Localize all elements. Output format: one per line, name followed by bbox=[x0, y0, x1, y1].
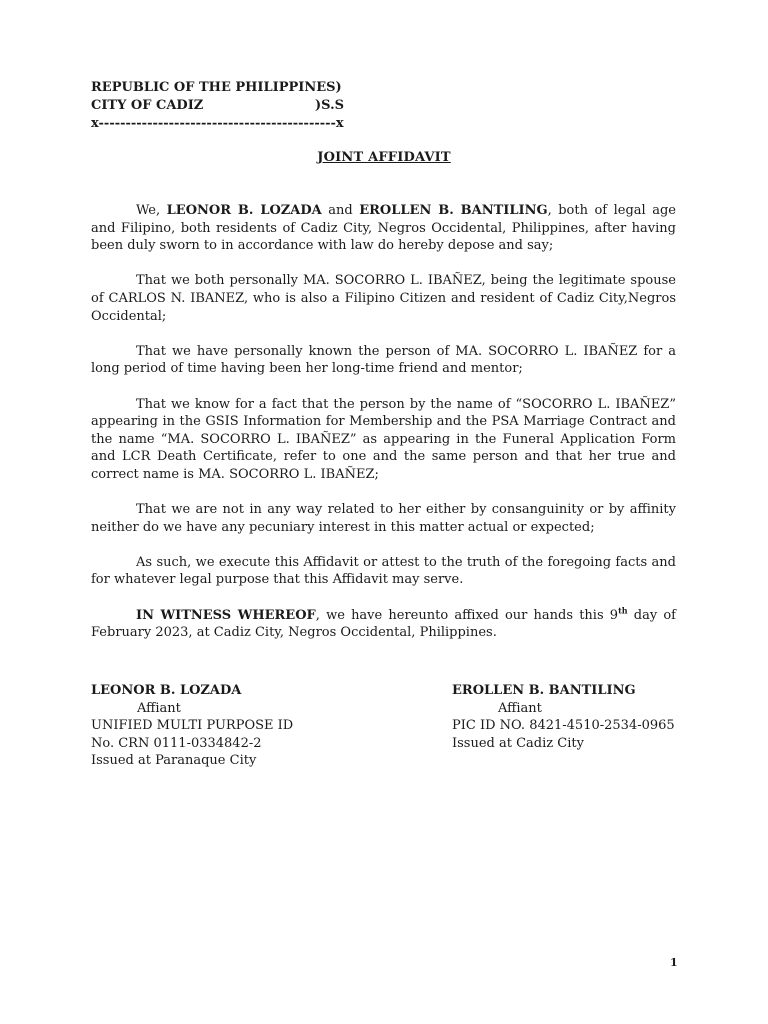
signatory-right-id-1: PIC ID NO. 8421-4510-2534-0965 bbox=[452, 718, 675, 734]
p1-text-1: We, bbox=[136, 203, 167, 218]
signatory-right-role: Affiant bbox=[498, 700, 542, 716]
venue-ss: )S.S bbox=[315, 98, 344, 113]
witness-lead: IN WITNESS WHEREOF bbox=[136, 607, 316, 623]
venue-city: CITY OF CADIZ bbox=[91, 98, 204, 113]
affidavit-body bbox=[91, 202, 676, 659]
signatory-left-id-1: UNIFIED MULTI PURPOSE ID bbox=[91, 718, 294, 734]
venue-rule: x--------------------------------------------x bbox=[91, 116, 344, 131]
signatory-right-name: EROLLEN B. BANTILING bbox=[452, 683, 636, 698]
paragraph-parties bbox=[91, 202, 676, 255]
signatory-left bbox=[91, 682, 293, 770]
signatory-left-id-2: No. CRN 0111-0334842-2 bbox=[91, 735, 262, 751]
day-ordinal: th bbox=[618, 605, 628, 616]
page-number: 1 bbox=[670, 956, 678, 969]
paragraph-no-relation: That we are not in any way related to her either by consanguinity or by affinity neither do we have any pecuniary interest in this matter actual or expected; bbox=[91, 502, 676, 535]
p1-text-3: , both of legal age and Filipino, both residents of Cadiz City, Negros Occidental, Philippines, after having been duly sworn to in accordance with law do hereby depose and say; bbox=[91, 203, 676, 254]
affiant-1-name: LEONOR B. LOZADA bbox=[166, 203, 322, 218]
signatory-right bbox=[452, 682, 675, 752]
signatory-left-name: LEONOR B. LOZADA bbox=[91, 683, 242, 698]
signatory-right-issued: Issued at Cadiz City bbox=[452, 735, 584, 751]
paragraph-witness bbox=[91, 607, 676, 642]
witness-text-1: , we have hereunto affixed our hands this 9 bbox=[315, 607, 619, 623]
paragraph-purpose: As such, we execute this Affidavit or attest to the truth of the foregoing facts and for whatever legal purpose that this Affidavit may serve. bbox=[91, 554, 676, 588]
venue-header bbox=[91, 79, 344, 133]
document-title: JOINT AFFIDAVIT bbox=[317, 150, 451, 165]
affiant-2-name: EROLLEN B. BANTILING bbox=[359, 203, 548, 218]
p1-text-2: and bbox=[321, 203, 360, 218]
venue-city-row bbox=[91, 97, 344, 115]
venue-republic: REPUBLIC OF THE PHILIPPINES) bbox=[91, 80, 342, 95]
paragraph-spouse: That we both personally MA. SOCORRO L. IBAÑEZ, being the legitimate spouse of CARLOS N. IBANEZ, who is also a Filipino Citizen and resident of Cadiz City,Negros Occidental; bbox=[91, 273, 676, 324]
paragraph-identity: That we know for a fact that the person by the name of “SOCORRO L. IBAÑEZ” appearing in the GSIS Information for Membership and the PSA Marriage Contract and the name “MA. SOCORRO L. IBAÑEZ” as appearing in the Funeral Application Form and LCR Death Certificate, refer to one and the same person and that her true and correct name is MA. SOCORRO L. IBAÑEZ; bbox=[91, 396, 676, 482]
signatory-left-role: Affiant bbox=[137, 700, 181, 716]
witness-text-2: day of February 2023, at Cadiz City, Negros Occidental, Philippines. bbox=[91, 607, 676, 641]
paragraph-acquaintance: That we have personally known the person of MA. SOCORRO L. IBAÑEZ for a long period of time having been her long-time friend and mentor; bbox=[91, 343, 676, 377]
signatory-left-issued: Issued at Paranaque City bbox=[91, 753, 257, 769]
